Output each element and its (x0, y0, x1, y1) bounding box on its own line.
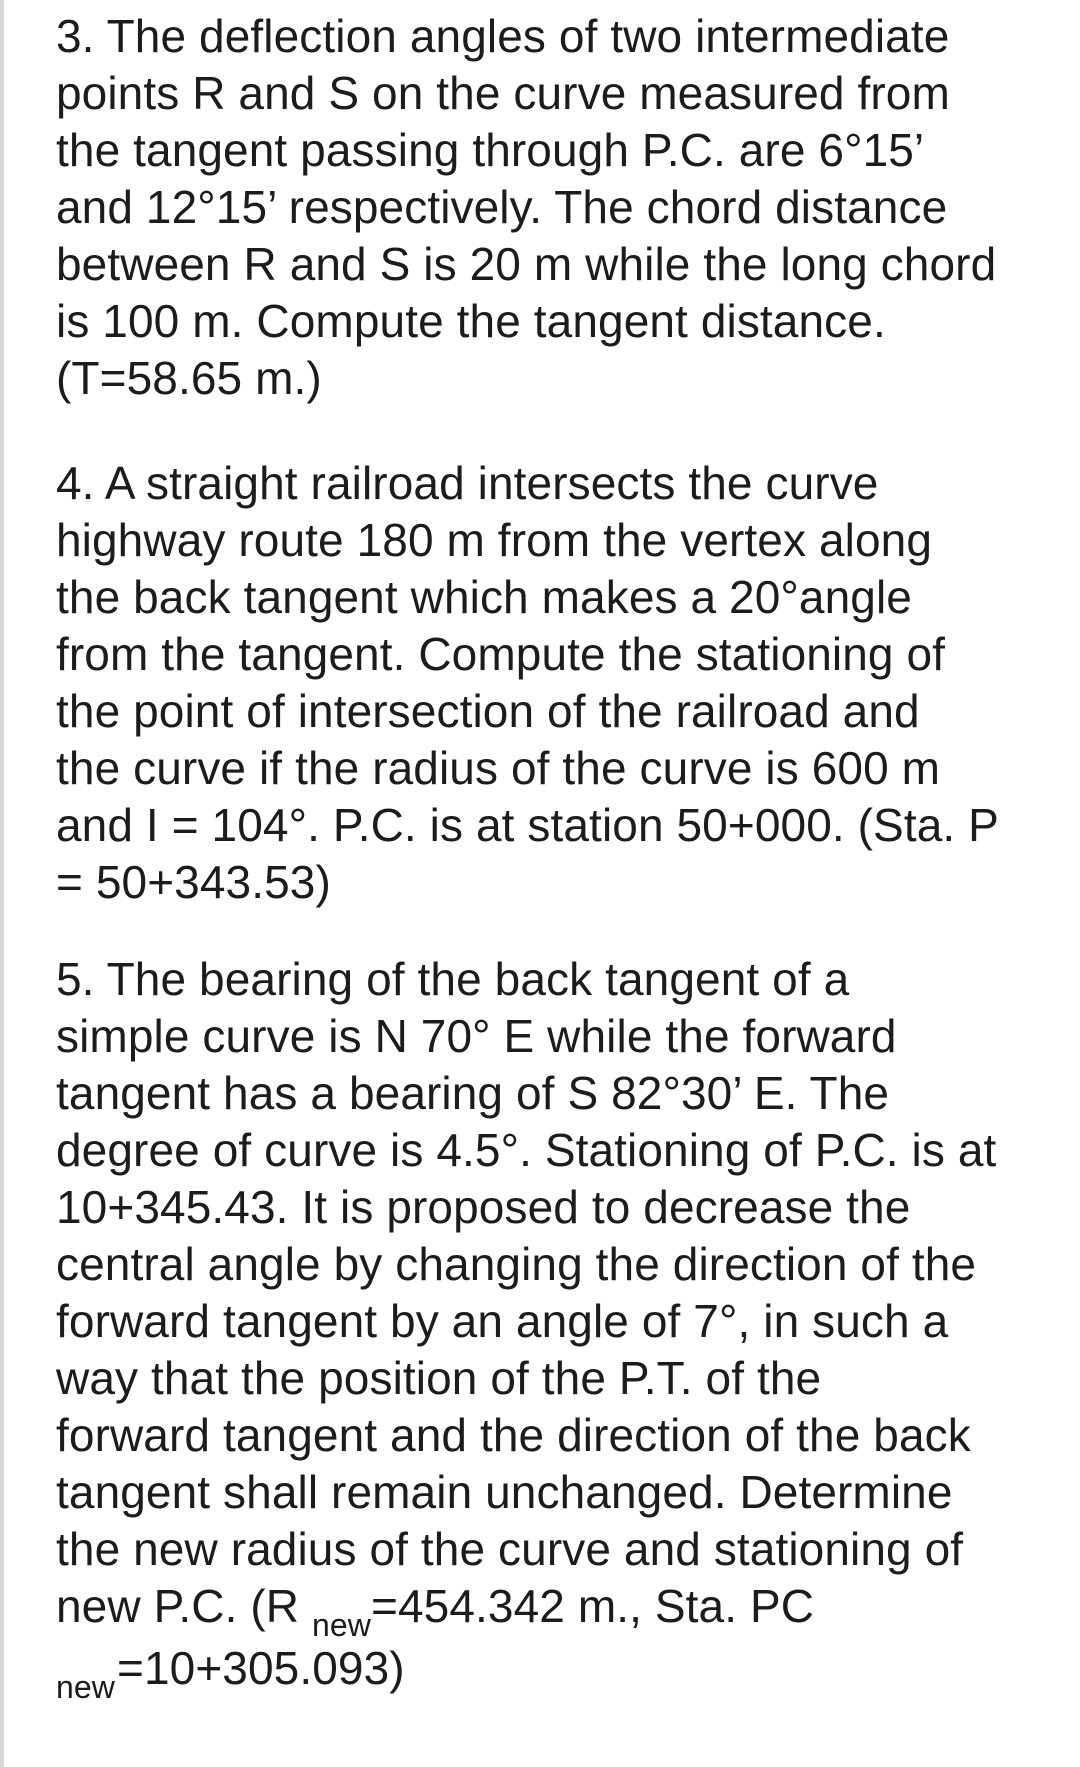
text-line: 3. The deflection angles of two intermediate (56, 10, 950, 62)
answer-text: =454.342 m., Sta. PC (371, 1580, 815, 1632)
text-line: 5. The bearing of the back tangent of a (56, 953, 850, 1005)
text-line: 4. A straight railroad intersects the curve (56, 457, 879, 509)
text-line: the back tangent which makes a 20°angle (56, 571, 912, 623)
problem-4 (56, 455, 1046, 911)
answer-line (56, 1640, 1046, 1705)
text-line: from the tangent. Compute the stationing of (56, 628, 946, 680)
answer-text: new P.C. (R (56, 1580, 312, 1632)
text-line: highway route 180 m from the vertex along (56, 514, 933, 566)
text-line: the new radius of the curve and stationing of (56, 1523, 964, 1575)
text-line: forward tangent by an angle of 7°, in such a (56, 1295, 949, 1347)
text-line: the tangent passing through P.C. are 6°15’ (56, 124, 925, 176)
text-line: degree of curve is 4.5°. Stationing of P.C. is at (56, 1124, 997, 1176)
text-line: and I = 104°. P.C. is at station 50+000. (Sta. P (56, 799, 999, 851)
text-line: is 100 m. Compute the tangent distance. (56, 295, 886, 347)
text-line: simple curve is N 70° E while the forward (56, 1010, 897, 1062)
answer-line: = 50+343.53) (56, 856, 331, 908)
answer-text: =10+305.093) (117, 1642, 405, 1694)
answer-line (56, 1578, 1046, 1643)
text-line: the curve if the radius of the curve is 600 m (56, 742, 941, 794)
text-line: way that the position of the P.T. of the (56, 1352, 822, 1404)
subscript-new: new (56, 1669, 116, 1705)
text-line: tangent shall remain unchanged. Determine (56, 1466, 953, 1518)
subscript-new: new (312, 1607, 372, 1643)
text-line: central angle by changing the direction of the (56, 1238, 977, 1290)
text-line: forward tangent and the direction of the back (56, 1409, 971, 1461)
problem-5 (56, 951, 1046, 1705)
text-line: 10+345.43. It is proposed to decrease the (56, 1181, 911, 1233)
problem-3 (56, 8, 1046, 407)
text-line: points R and S on the curve measured from (56, 67, 950, 119)
text-line: the point of intersection of the railroad and (56, 685, 920, 737)
text-line: and 12°15’ respectively. The chord distance (56, 181, 948, 233)
text-line: tangent has a bearing of S 82°30’ E. The (56, 1067, 890, 1119)
answer-line: (T=58.65 m.) (56, 352, 322, 404)
text-line: between R and S is 20 m while the long chord (56, 238, 997, 290)
